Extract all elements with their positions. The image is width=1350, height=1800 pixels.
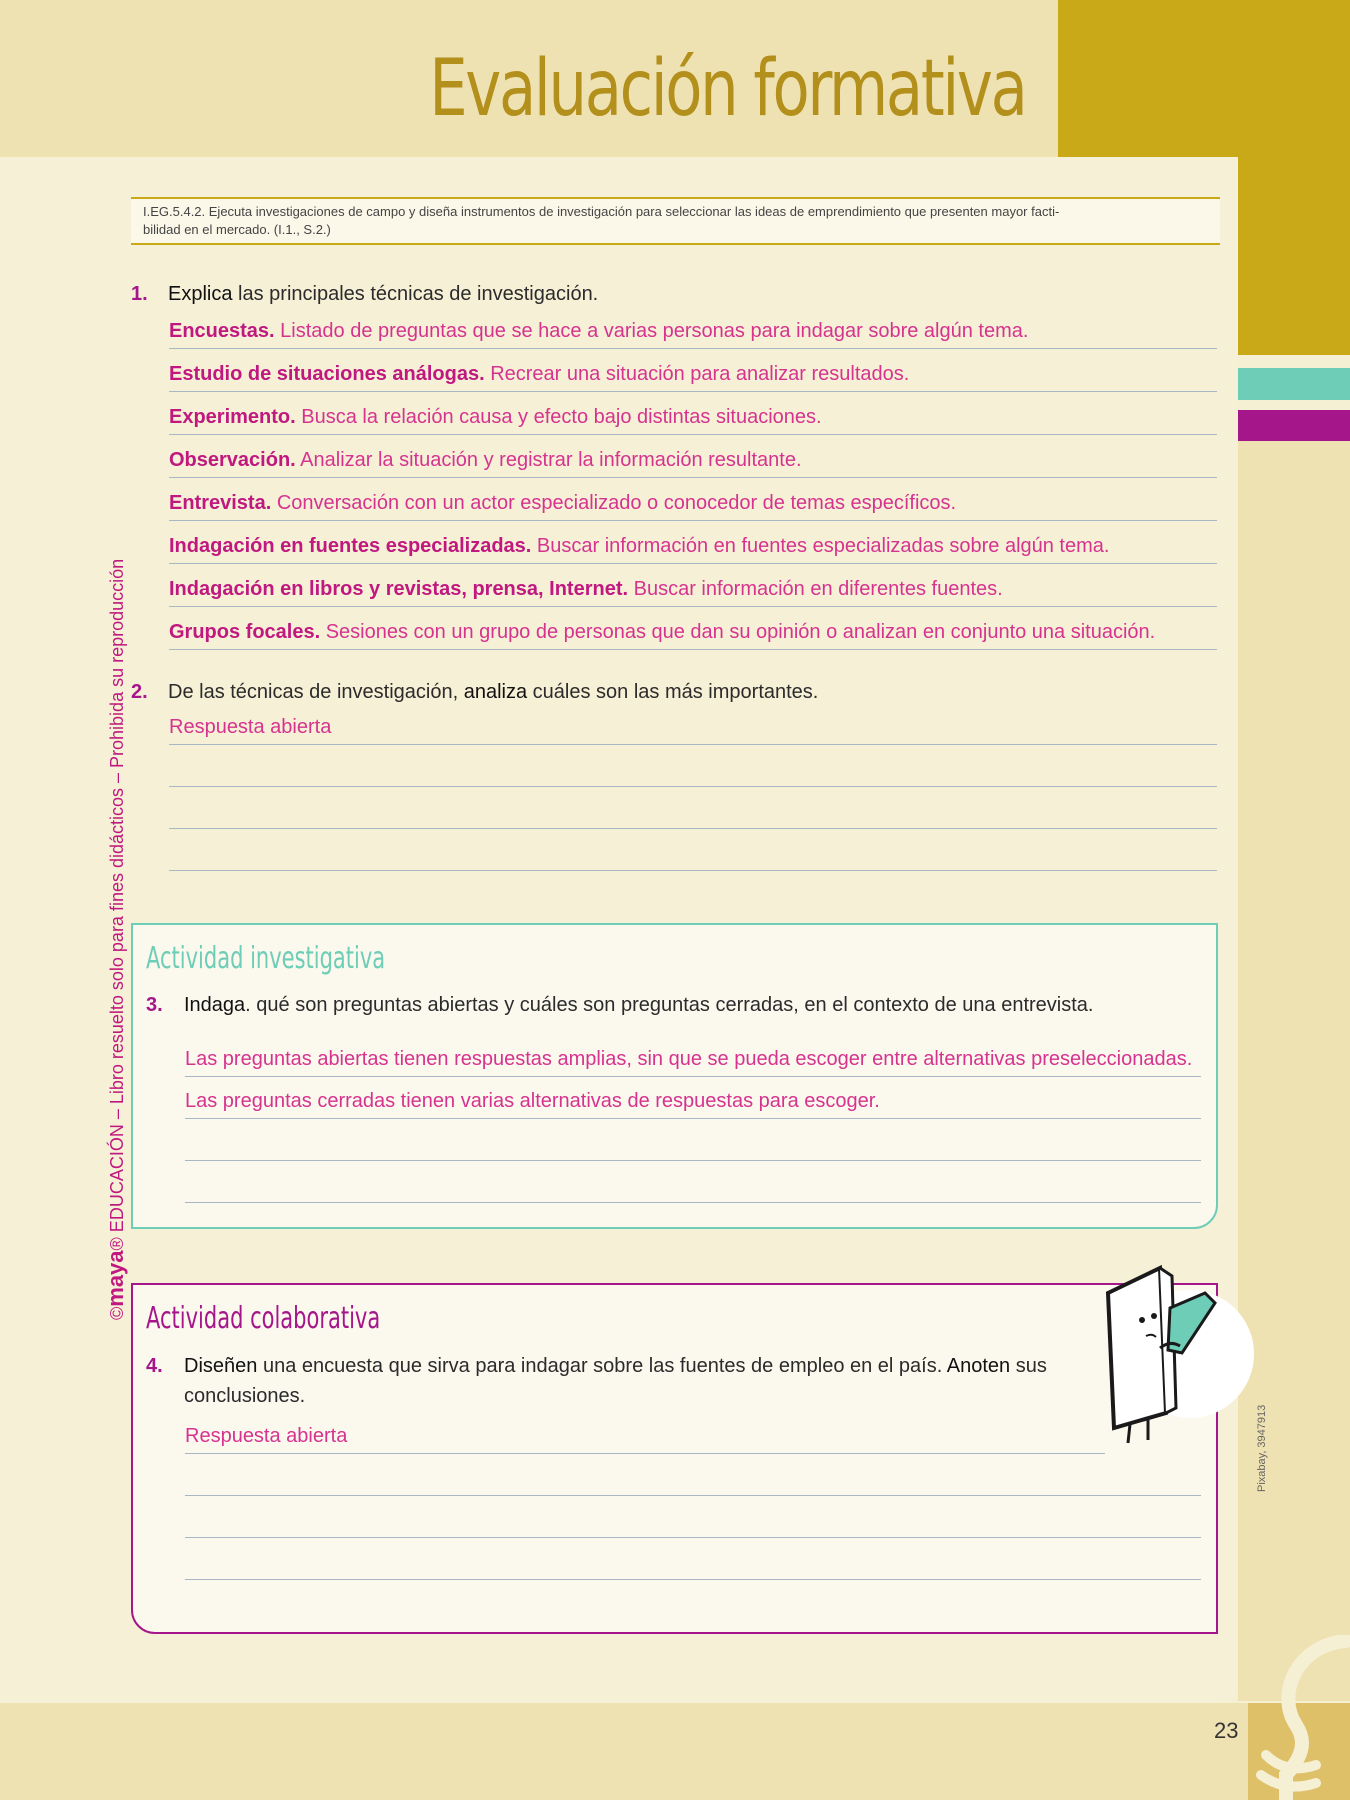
question-1-text: las principales técnicas de investigación.: [238, 283, 599, 305]
question-3-verb: Indaga: [184, 994, 246, 1016]
question-4-text-end: sus: [1015, 1355, 1047, 1377]
side-tab-gold: [1238, 157, 1350, 355]
question-1-answer-line[interactable]: [169, 406, 1217, 435]
question-1-answer-line[interactable]: [169, 535, 1217, 564]
question-4-verb-1: Diseñen: [184, 1355, 258, 1377]
question-4-text: una encuesta que sirva para indagar sobre las fuentes de empleo en el país.: [262, 1355, 943, 1377]
mascot-book-body: [1108, 1268, 1166, 1428]
question-4-blank-line[interactable]: [185, 1551, 1201, 1580]
collaborative-activity-box: [131, 1283, 1218, 1634]
question-2-blank-line[interactable]: [169, 758, 1217, 787]
question-1-verb: Explica: [168, 283, 233, 305]
question-2-answer[interactable]: Respuesta abierta: [169, 716, 1217, 745]
technique-term: Estudio de situaciones análogas.: [169, 363, 485, 385]
technique-term: Experimento.: [169, 406, 296, 428]
question-1-answer-line[interactable]: [169, 363, 1217, 392]
image-credit: Pixabay, 3947913: [1256, 1404, 1268, 1492]
copyright-notice: [103, 559, 129, 1320]
investigative-activity-title: Actividad investigativa: [146, 941, 386, 976]
question-1-answer-line[interactable]: [169, 492, 1217, 521]
copyright-symbol: ©: [107, 1306, 127, 1320]
side-tab-magenta: [1238, 410, 1350, 441]
question-4-blank-line[interactable]: [185, 1509, 1201, 1538]
question-1-answer-line[interactable]: [169, 320, 1217, 349]
footer-band: [0, 1703, 1350, 1800]
indicator-line-1: I.EG.5.4.2. Ejecuta investigaciones de campo y diseña instrumentos de investigación para seleccionar las ideas de emprendimiento que presenten mayor facti-: [143, 204, 1060, 219]
question-4-blank-line[interactable]: [185, 1467, 1201, 1496]
question-1-answer-line[interactable]: [169, 578, 1217, 607]
question-1-answer-line[interactable]: [169, 449, 1217, 478]
book-mascot-illustration: [1090, 1258, 1260, 1448]
question-3-text: . qué son preguntas abiertas y cuáles son preguntas cerradas, en el contexto de una entrevista.: [245, 994, 1094, 1016]
technique-term: Observación.: [169, 449, 296, 471]
technique-term: Entrevista.: [169, 492, 272, 514]
technique-description: Listado de preguntas que se hace a varias personas para indagar sobre algún tema.: [280, 320, 1029, 342]
technique-term: Indagación en libros y revistas, prensa, Internet.: [169, 578, 629, 600]
lightbulb-icon: [1256, 1635, 1350, 1800]
technique-description: Conversación con un actor especializado o conocedor de temas específicos.: [276, 492, 957, 514]
technique-description: Analizar la situación y registrar la información resultante.: [300, 449, 802, 471]
question-2-text-post: cuáles son las más importantes.: [532, 681, 819, 703]
copyright-text: ® EDUCACIÓN – Libro resuelto solo para fines didácticos – Prohibida su reproducción: [107, 558, 127, 1251]
side-tab-teal: [1238, 368, 1350, 400]
mascot-eye: [1151, 1313, 1157, 1319]
question-2-verb: analiza: [463, 681, 528, 703]
technique-description: Busca la relación causa y efecto bajo distintas situaciones.: [301, 406, 822, 428]
header-accent-block: [1058, 0, 1350, 157]
technique-term: Indagación en fuentes especializadas.: [169, 535, 532, 557]
question-4-verb-2: Anoten: [946, 1355, 1011, 1377]
page-title: Evaluación formativa: [429, 44, 1026, 134]
technique-term: Grupos focales.: [169, 621, 321, 643]
question-3-answer-2[interactable]: Las preguntas cerradas tienen varias alternativas de respuestas para escoger.: [185, 1090, 1201, 1119]
question-1-number: 1.: [131, 283, 148, 305]
brand-logo: maya: [103, 1250, 128, 1307]
technique-description: Sesiones con un grupo de personas que dan su opinión o analizan en conjunto una situación.: [325, 621, 1156, 643]
technique-description: Buscar información en diferentes fuentes.: [633, 578, 1003, 600]
question-2-blank-line[interactable]: [169, 842, 1217, 871]
question-3-blank-line[interactable]: [185, 1132, 1201, 1161]
learning-indicator: [131, 197, 1220, 245]
question-2-number: 2.: [131, 681, 148, 703]
question-2-prompt: [168, 681, 818, 704]
investigative-activity-box: [131, 923, 1218, 1229]
indicator-line-2: bilidad en el mercado. (I.1., S.2.): [143, 222, 331, 237]
side-strip: [1238, 441, 1350, 1701]
question-1-prompt: [168, 283, 598, 306]
question-1-answer-line[interactable]: [169, 621, 1217, 650]
page-number: 23: [1214, 1718, 1239, 1743]
question-3-blank-line[interactable]: [185, 1174, 1201, 1203]
question-4-answer[interactable]: Respuesta abierta: [185, 1425, 1105, 1454]
question-2-text-pre: De las técnicas de investigación,: [168, 681, 459, 703]
question-3-prompt: [184, 994, 1093, 1017]
technique-description: Recrear una situación para analizar resultados.: [490, 363, 910, 385]
question-4-prompt: [184, 1355, 1114, 1378]
mascot-eye: [1139, 1317, 1145, 1323]
collaborative-activity-title: Actividad colaborativa: [146, 1301, 381, 1336]
question-3-answer-1[interactable]: Las preguntas abiertas tienen respuestas amplias, sin que se pueda escoger entre alternativas preseleccionadas.: [185, 1048, 1201, 1077]
technique-description: Buscar información en fuentes especializadas sobre algún tema.: [536, 535, 1110, 557]
question-3-number: 3.: [146, 994, 163, 1016]
question-2-blank-line[interactable]: [169, 800, 1217, 829]
question-4-prompt-line-2: conclusiones.: [184, 1385, 306, 1407]
technique-term: Encuestas.: [169, 320, 275, 342]
question-4-number: 4.: [146, 1355, 163, 1377]
